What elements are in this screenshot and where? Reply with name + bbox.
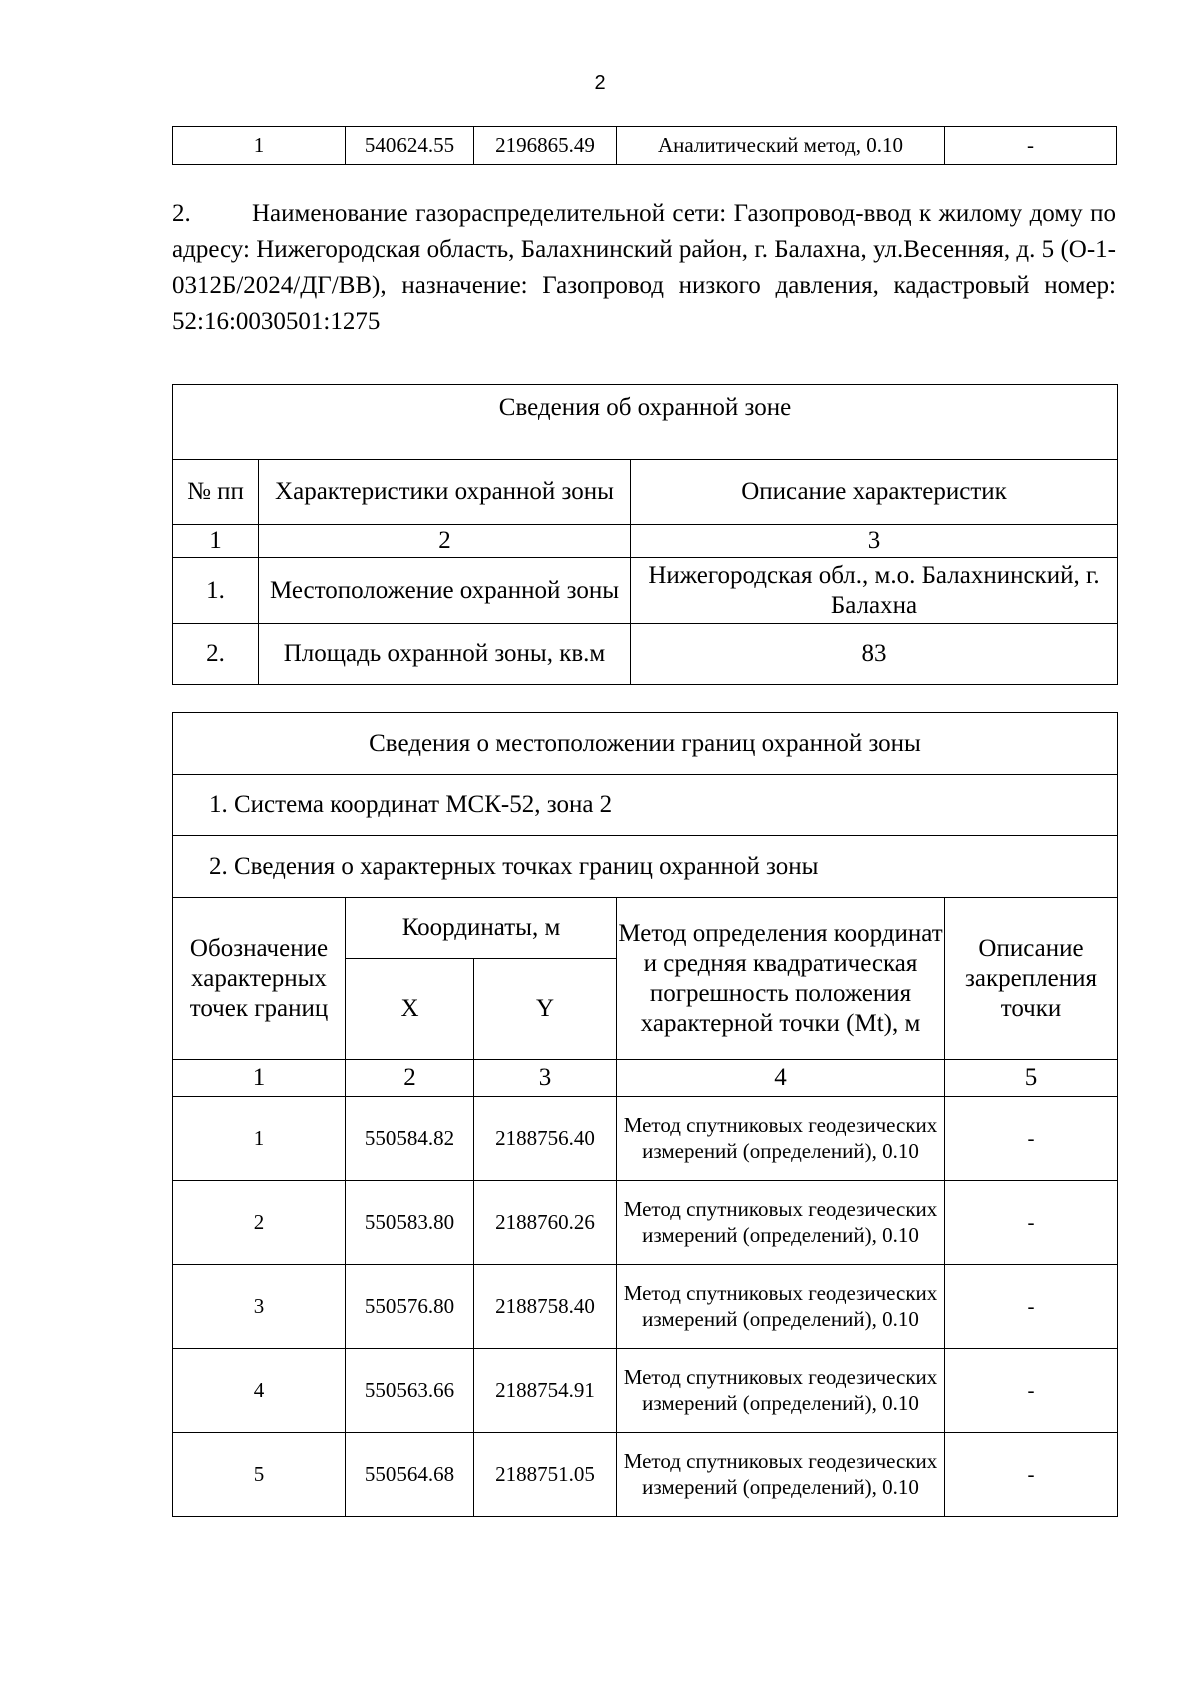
y-cell: 2196865.49 [474, 127, 617, 165]
row-num: 2. [173, 624, 259, 685]
x-cell: 550584.82 [346, 1097, 474, 1181]
table-row [173, 624, 1118, 685]
table-row [173, 1349, 1118, 1433]
x-cell: 540624.55 [346, 127, 474, 165]
point-cell: 4 [173, 1349, 346, 1433]
fix-cell: - [945, 1181, 1118, 1265]
row-name: Местоположение охранной зоны [259, 558, 631, 624]
y-cell: 2188756.40 [474, 1097, 617, 1181]
col-number: 5 [945, 1060, 1118, 1097]
point-cell: 1 [173, 1097, 346, 1181]
method-cell: Метод спутниковых геодезических измерений (определений), 0.10 [617, 1181, 945, 1265]
x-cell: 550564.68 [346, 1433, 474, 1517]
table-row [173, 1181, 1118, 1265]
y-cell: 2188758.40 [474, 1265, 617, 1349]
row-name: Площадь охранной зоны, кв.м [259, 624, 631, 685]
header-fix: Описание закрепления точки [945, 898, 1118, 1060]
boundary-points-table [172, 712, 1118, 1517]
fix-cell: - [945, 1349, 1118, 1433]
x-cell: 550583.80 [346, 1181, 474, 1265]
section-paragraph [172, 196, 1116, 340]
col-number: 4 [617, 1060, 945, 1097]
header-coordinates: Координаты, м [346, 898, 617, 959]
zone-info-table [172, 384, 1118, 685]
x-cell: 550576.80 [346, 1265, 474, 1349]
row-value: 83 [631, 624, 1118, 685]
header-description: Описание характеристик [631, 460, 1118, 525]
table-row [173, 1433, 1118, 1517]
page-number: 2 [594, 72, 606, 94]
method-cell: Метод спутниковых геодезических измерений (определений), 0.10 [617, 1433, 945, 1517]
y-cell: 2188751.05 [474, 1433, 617, 1517]
method-cell: Метод спутниковых геодезических измерений (определений), 0.10 [617, 1265, 945, 1349]
header-num: № пп [173, 460, 259, 525]
fix-cell: - [945, 1097, 1118, 1181]
previous-points-table [172, 126, 1117, 165]
y-cell: 2188760.26 [474, 1181, 617, 1265]
section-number: 2. [172, 200, 191, 227]
method-cell: Аналитический метод, 0.10 [617, 127, 945, 165]
col-number: 3 [631, 525, 1118, 558]
section-text: Наименование газораспределительной сети: Газопровод-ввод к жилому дому по адресу: Нижегородская область, Балахнинский район, г. Балахна, ул.Весенняя, д. 5 (О-1-0312Б/2024/ДГ/ВВ), назначение: Газопровод низкого давления, кадастровый номер: 52:16:0030501:1275 [172, 200, 1116, 335]
coordinate-system: 1. Система координат МСК-52, зона 2 [173, 775, 1118, 836]
col-number: 2 [259, 525, 631, 558]
fix-cell: - [945, 127, 1117, 165]
method-cell: Метод спутниковых геодезических измерений (определений), 0.10 [617, 1349, 945, 1433]
table-row [173, 1265, 1118, 1349]
col-number: 3 [474, 1060, 617, 1097]
table-row [173, 1097, 1118, 1181]
point-cell: 2 [173, 1181, 346, 1265]
header-x: X [346, 959, 474, 1060]
row-value: Нижегородская обл., м.о. Балахнинский, г. Балахна [631, 558, 1118, 624]
x-cell: 550563.66 [346, 1349, 474, 1433]
point-cell: 3 [173, 1265, 346, 1349]
col-number: 1 [173, 1060, 346, 1097]
table-row [173, 127, 1117, 165]
point-cell: 1 [173, 127, 346, 165]
col-number: 2 [346, 1060, 474, 1097]
header-method: Метод определения координат и средняя квадратическая погрешность положения характерной точки (Mt), м [617, 898, 945, 1060]
header-point: Обозначение характерных точек границ [173, 898, 346, 1060]
zone-info-title: Сведения об охранной зоне [173, 385, 1118, 460]
fix-cell: - [945, 1433, 1118, 1517]
header-y: Y [474, 959, 617, 1060]
fix-cell: - [945, 1265, 1118, 1349]
row-num: 1. [173, 558, 259, 624]
col-number: 1 [173, 525, 259, 558]
method-cell: Метод спутниковых геодезических измерений (определений), 0.10 [617, 1097, 945, 1181]
boundary-title: Сведения о местоположении границ охранной зоны [173, 713, 1118, 775]
header-characteristics: Характеристики охранной зоны [259, 460, 631, 525]
points-subtitle: 2. Сведения о характерных точках границ охранной зоны [173, 836, 1118, 898]
y-cell: 2188754.91 [474, 1349, 617, 1433]
table-row [173, 558, 1118, 624]
point-cell: 5 [173, 1433, 346, 1517]
